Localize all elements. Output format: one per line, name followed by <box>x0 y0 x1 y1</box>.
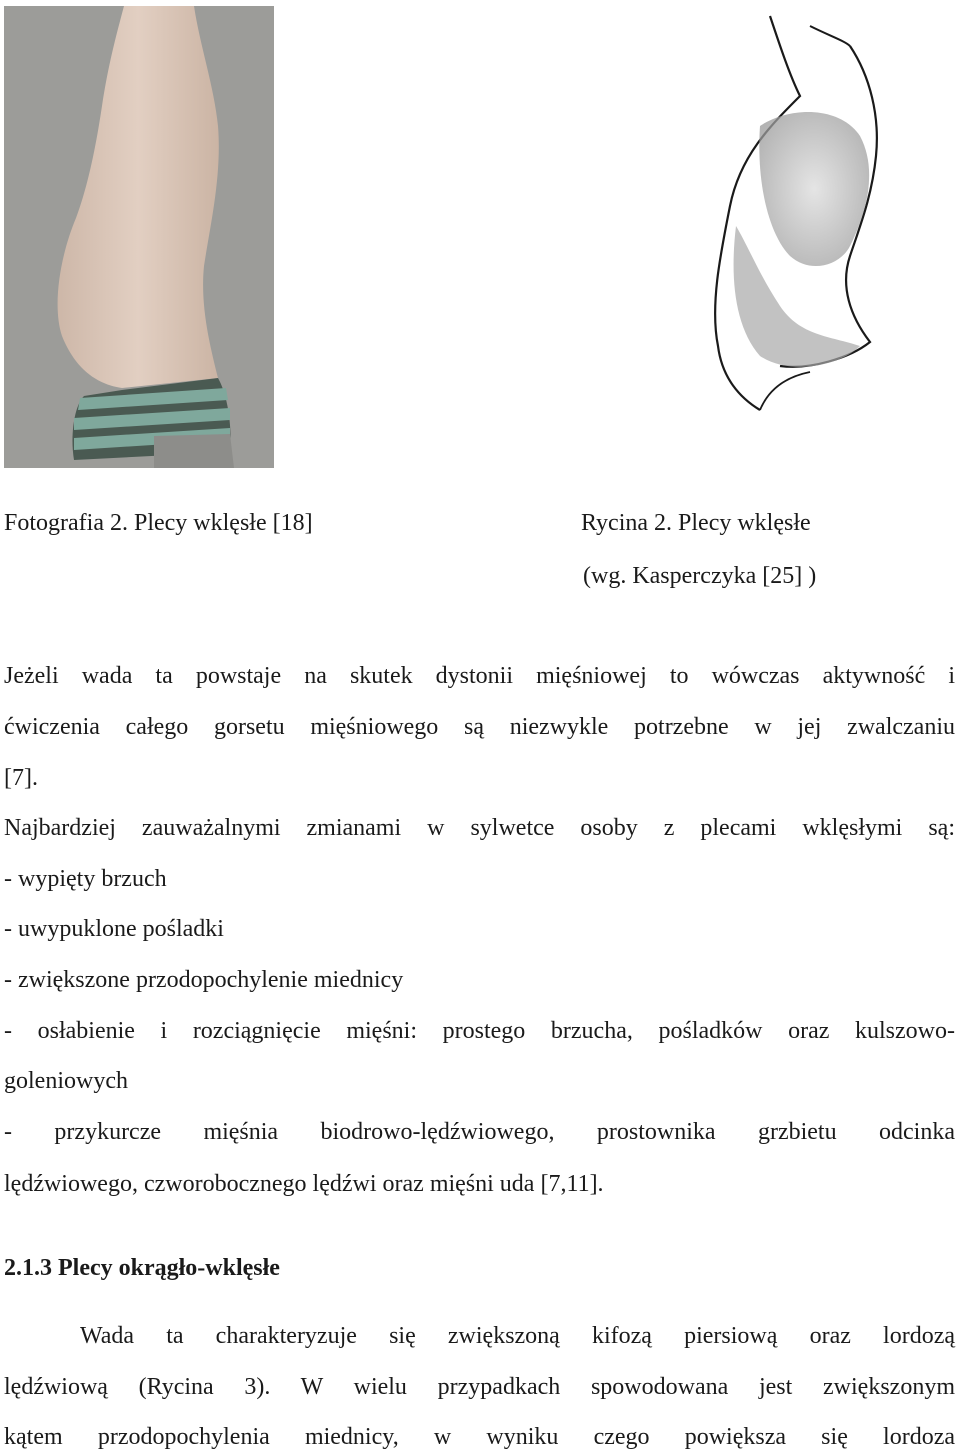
section-heading: 2.1.3 Plecy okrągło-wklęsłe <box>4 1255 280 1281</box>
list-intro: Najbardziej zauważalnymi zmianami w sylwetce osoby z plecami wklęsłymi są: <box>4 815 955 841</box>
posture-drawing <box>700 6 956 416</box>
list-item-continuation: lędźwiowego, czworobocznego lędźwi oraz mięśni uda [7,11]. <box>4 1171 604 1197</box>
list-item: - przykurcze mięśnia biodrowo-lędźwiowego, prostownika grzbietu odcinka <box>4 1119 955 1145</box>
section-paragraph-line: kątem przodopochylenia miednicy, w wyniku czego powiększa się lordoza <box>4 1424 955 1450</box>
list-item-continuation: goleniowych <box>4 1068 128 1094</box>
list-item: - zwiększone przodopochylenie miednicy <box>4 967 404 993</box>
section-paragraph-line: lędźwiową (Rycina 3). W wielu przypadkach spowodowana jest zwiększonym <box>4 1374 955 1400</box>
list-item: - uwypuklone pośladki <box>4 916 224 942</box>
paragraph-line: [7]. <box>4 765 38 791</box>
paragraph-line: ćwiczenia całego gorsetu mięśniowego są niezwykle potrzebne w jej zwalczaniu <box>4 714 955 740</box>
drawing-caption: Rycina 2. Plecy wklęsłe <box>581 510 811 536</box>
list-item: - osłabienie i rozciągnięcie mięśni: prostego brzucha, pośladków oraz kulszowo- <box>4 1018 955 1044</box>
drawing-caption-source: (wg. Kasperczyka [25] ) <box>583 563 817 589</box>
list-item: - wypięty brzuch <box>4 866 167 892</box>
paragraph-line: Jeżeli wada ta powstaje na skutek dystonii mięśniowej to wówczas aktywność i <box>4 663 955 689</box>
photo-caption: Fotografia 2. Plecy wklęsłe [18] <box>4 510 313 536</box>
posture-photograph <box>4 6 274 468</box>
section-paragraph-line: Wada ta charakteryzuje się zwiększoną kifozą piersiową oraz lordozą <box>80 1323 955 1349</box>
